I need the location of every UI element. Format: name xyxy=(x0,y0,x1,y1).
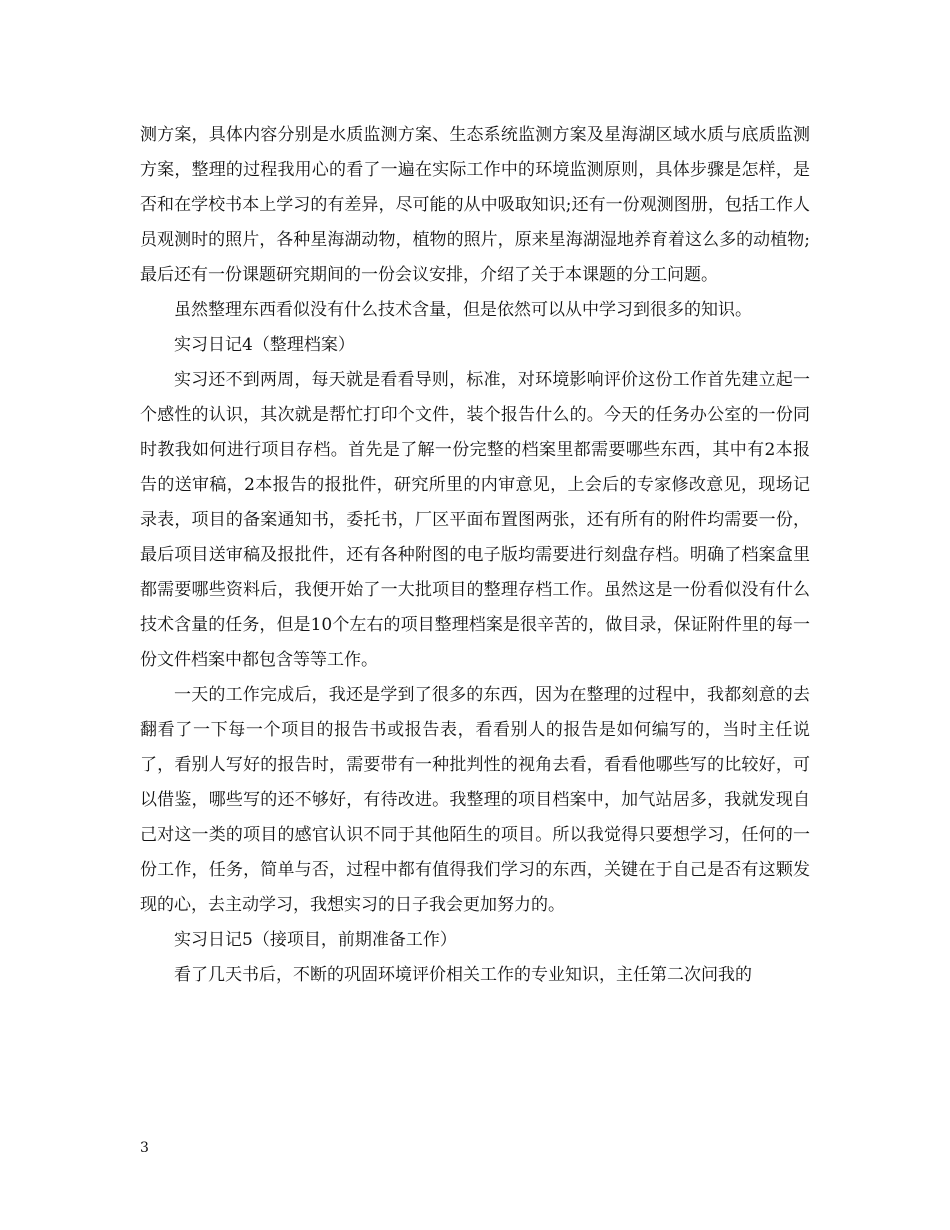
document-body xyxy=(140,118,810,993)
paragraph: 实习还不到两周，每天就是看看导则，标准，对环境影响评价这份工作首先建立起一个感性的认识，其次就是帮忙打印个文件，装个报告什么的。今天的任务办公室的一份同时教我如何进行项目存档。首先是了解一份完整的档案里都需要哪些东西，其中有2本报告的送审稿，2本报告的报批件，研究所里的内审意见，上会后的专家修改意见，现场记录表，项目的备案通知书，委托书，厂区平面布置图两张，还有所有的附件均需要一份，最后项目送审稿及报批件，还有各种附图的电子版均需要进行刻盘存档。明确了档案盒里都需要哪些资料后，我便开始了一大批项目的整理存档工作。虽然这是一份看似没有什么技术含量的任务，但是10个左右的项目整理档案是很辛苦的，做目录，保证附件里的每一份文件档案中都包含等等工作。 xyxy=(140,370,810,670)
paragraph: 测方案，具体内容分别是水质监测方案、生态系统监测方案及星海湖区域水质与底质监测方案，整理的过程我用心的看了一遍在实际工作中的环境监测原则，具体步骤是怎样，是否和在学校书本上学习的有差异，尽可能的从中吸取知识;还有一份观测图册，包括工作人员观测时的照片，各种星海湖动物，植物的照片，原来星海湖湿地养育着这么多的动植物;最后还有一份课题研究期间的一份会议安排，介绍了关于本课题的分工问题。 xyxy=(140,125,810,285)
section-heading: 实习日记4（整理档案） xyxy=(174,335,355,355)
paragraph: 看了几天书后，不断的巩固环境评价相关工作的专业知识，主任第二次问我的 xyxy=(174,965,752,985)
paragraph: 一天的工作完成后，我还是学到了很多的东西，因为在整理的过程中，我都刻意的去翻看了一下每一个项目的报告书或报告表，看看别人的报告是如何编写的，当时主任说了，看别人写好的报告时，需要带有一种批判性的视角去看，看看他哪些写的比较好，可以借鉴，哪些写的还不够好，有待改进。我整理的项目档案中，加气站居多，我就发现自己对这一类的项目的感官认识不同于其他陌生的项目。所以我觉得只要想学习，任何的一份工作，任务，简单与否，过程中都有值得我们学习的东西，关键在于自己是否有这颗发现的心，去主动学习，我想实习的日子我会更加努力的。 xyxy=(140,685,810,915)
page-number: 3 xyxy=(140,1140,149,1156)
section-heading: 实习日记5（接项目，前期准备工作） xyxy=(174,930,457,950)
paragraph: 虽然整理东西看似没有什么技术含量，但是依然可以从中学习到很多的知识。 xyxy=(174,300,752,320)
